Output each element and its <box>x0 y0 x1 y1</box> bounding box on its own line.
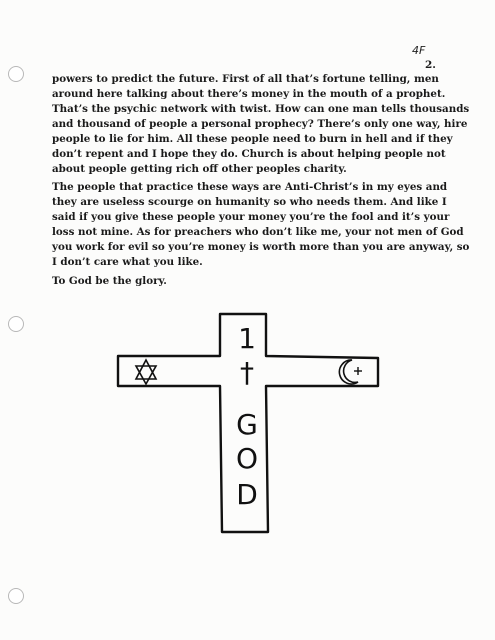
cross-letter-one: 1 <box>238 322 256 355</box>
closing-line: To God be the glory. <box>52 275 167 287</box>
body-paragraph: The people that practice these ways are Anti-Christ’s in my eyes and they are useless scourge on humanity so who needs them. And like I said if you give these people your money you’re the fool and it’s your loss not mine. As for preachers who don’t like me, your not men of God you work for evil so you’re money is worth more than you are anyway, so I don’t care what you like. <box>52 181 470 268</box>
binder-hole <box>8 316 24 332</box>
binder-hole <box>8 66 24 82</box>
handwritten-page-mark: 4F <box>412 44 426 57</box>
body-paragraph: powers to predict the future. First of all that’s fortune telling, men around here talking about there’s money in the mouth of a prophet. That’s the psychic network with twist. How can one man tells thousands and thousand of people a personal prophecy? There’s only one way, hire people to lie for him. All these people need to burn in hell and if they don’t repent and I hope they do. Church is about helping people not about people getting rich off other peoples charity. <box>52 73 470 175</box>
page-number: 2. <box>425 59 436 71</box>
binder-hole <box>8 588 24 604</box>
cross-letter-o: O <box>235 442 259 475</box>
cross-letter-g: G <box>236 408 258 441</box>
star-of-david-icon <box>136 360 156 384</box>
cross-letter-d: D <box>236 478 258 511</box>
crescent-cross-icon <box>339 360 362 384</box>
hand-drawn-cross <box>116 312 380 534</box>
cross-letter-dagger: † <box>240 356 254 389</box>
